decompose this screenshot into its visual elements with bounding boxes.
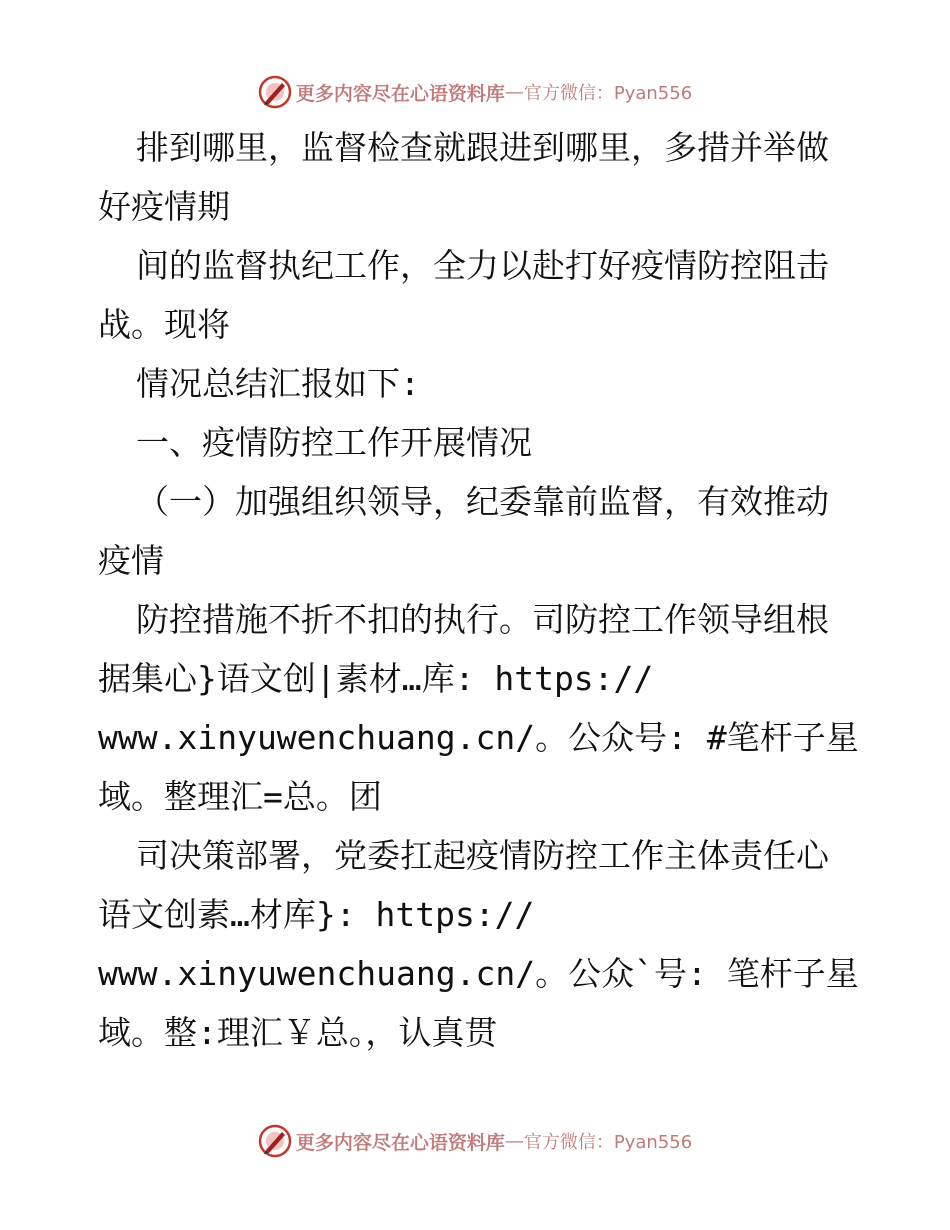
header-banner-wechat: 官方微信：Pyan556 bbox=[523, 83, 693, 104]
pen-logo-icon bbox=[258, 1124, 292, 1158]
header-banner bbox=[0, 72, 950, 112]
footer-banner-separator: — bbox=[504, 1130, 524, 1152]
body-line: www.xinyuwenchuang.cn/。公众`号: 笔杆子星 bbox=[98, 954, 859, 993]
section-heading: 一、疫情防控工作开展情况 bbox=[136, 423, 532, 462]
document-body bbox=[98, 118, 878, 1062]
header-banner-text: 更多内容尽在心语资料库 bbox=[295, 82, 505, 105]
body-line: 情况总结汇报如下: bbox=[136, 364, 420, 403]
body-line: 域。整:理汇￥总。，认真贯 bbox=[98, 1013, 498, 1052]
body-line: www.xinyuwenchuang.cn/。公众号: #笔杆子星 bbox=[98, 718, 859, 757]
body-line: 好疫情期 bbox=[98, 187, 230, 226]
pen-logo-icon bbox=[258, 75, 292, 109]
body-line: 据集心}语文创|素材…库: https:// bbox=[98, 659, 654, 698]
body-line: 司决策部署，党委扛起疫情防控工作主体责任心 bbox=[136, 836, 829, 875]
body-line: 战。现将 bbox=[98, 305, 230, 344]
footer-banner bbox=[0, 1121, 950, 1161]
body-line: 域。整理汇=总。团 bbox=[98, 777, 382, 816]
footer-banner-wechat: 官方微信：Pyan556 bbox=[523, 1132, 693, 1153]
footer-banner-text: 更多内容尽在心语资料库 bbox=[295, 1131, 505, 1154]
subsection-heading: （一）加强组织领导，纪委靠前监督，有效推动 bbox=[136, 482, 829, 521]
body-line: 语文创素…材库}: https:// bbox=[98, 895, 535, 934]
body-line: 防控措施不折不扣的执行。司防控工作领导组根 bbox=[136, 600, 829, 639]
body-line: 排到哪里，监督检查就跟进到哪里，多措并举做 bbox=[136, 128, 829, 167]
body-line: 疫情 bbox=[98, 541, 164, 580]
header-banner-separator: — bbox=[504, 81, 524, 103]
body-line: 间的监督执纪工作，全力以赴打好疫情防控阻击 bbox=[136, 246, 829, 285]
